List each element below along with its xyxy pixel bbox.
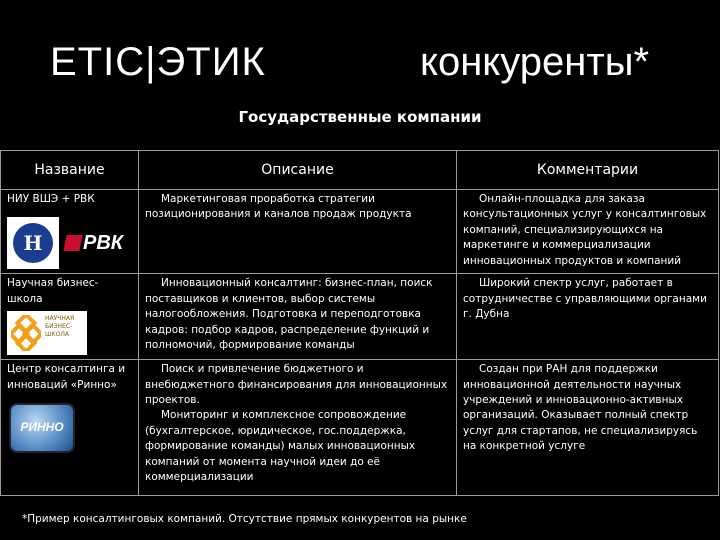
business-school-logo-text: НАУЧНАЯ БИЗНЕС-ШКОЛА	[45, 315, 75, 339]
brand-logo-text: ETIC|ЭТИК	[50, 40, 266, 84]
company-cell	[1, 360, 139, 496]
rinno-logo: РИННО	[11, 405, 73, 451]
description-text: Мониторинг и комплексное сопровождение (бухгалтерское, юридическое, гос.поддержка, формирование команды) малых инновационных компаний от момента научной идеи до её коммерциализации	[145, 409, 416, 484]
comment-text: Создан при РАН для поддержки инновационной деятельности научных учреждений и инновационно-активных организаций. Оказывает полный спектр услуг для стартапов, не специализируясь на конкретной услуге	[463, 363, 698, 453]
column-header-name: Название	[1, 151, 139, 190]
description-cell	[139, 190, 457, 274]
description-text: Поиск и привлечение бюджетного и внебюджетного финансирования для инновационных проектов.	[145, 363, 448, 407]
business-school-logo	[7, 311, 87, 355]
logo-group	[7, 217, 133, 269]
comment-text: Онлайн-площадка для заказа консультационных услуг у консалтинговых компаний, специализирующихся на маркетинге и коммерциализации инновационных продуктов и компаний	[463, 193, 707, 267]
section-subtitle: Государственные компании	[238, 108, 482, 126]
column-header-description: Описание	[139, 151, 457, 190]
business-school-emblem-icon	[11, 315, 41, 351]
comment-cell	[457, 190, 719, 274]
company-name: Центр консалтинга и инноваций «Ринно»	[7, 363, 126, 391]
description-text: Инновационный консалтинг: бизнес-план, поиск поставщиков и клиентов, выбор системы налогообложения. Подготовка и переподготовка кадров: подбор кадров, распределение функций и полномочий, формирование команды	[145, 277, 433, 352]
hse-logo-mark: Н	[13, 223, 53, 263]
comment-cell	[457, 274, 719, 360]
page-title: конкуренты*	[420, 40, 650, 84]
description-text: Маркетинговая проработка стратегии позиционирования и каналов продаж продукта	[145, 193, 412, 221]
description-cell	[139, 274, 457, 360]
company-cell	[1, 190, 139, 274]
column-header-comments: Комментарии	[457, 151, 719, 190]
competitors-table	[0, 150, 719, 496]
company-name: Научная бизнес-школа	[7, 277, 99, 305]
company-name: НИУ ВШЭ + РВК	[7, 193, 95, 205]
rvk-logo-text: РВК	[83, 231, 124, 254]
table-header-row	[1, 151, 719, 190]
company-cell	[1, 274, 139, 360]
footnote: *Пример консалтинговых компаний. Отсутствие прямых конкурентов на рынке	[22, 513, 467, 525]
table-row	[1, 274, 719, 360]
comment-text: Широкий спектр услуг, работает в сотрудничестве с управляющими органами г. Дубна	[463, 277, 707, 321]
table-row	[1, 190, 719, 274]
description-cell	[139, 360, 457, 496]
table-row	[1, 360, 719, 496]
rvk-logo-mark	[63, 235, 82, 251]
comment-cell	[457, 360, 719, 496]
hse-logo	[7, 217, 59, 269]
rvk-logo	[65, 231, 124, 254]
